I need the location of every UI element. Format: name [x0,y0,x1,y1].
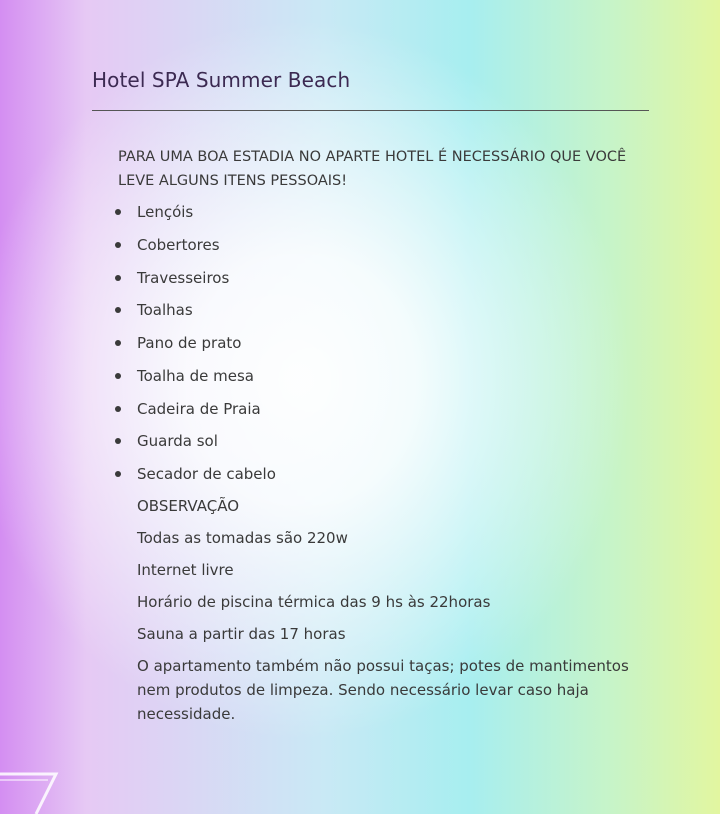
notes-section [137,494,657,726]
note-line: Internet livre [137,561,234,579]
list-item [112,428,276,461]
note-paragraph: O apartamento também não possui taças; potes de mantimentos nem produtos de limpeza. Sendo necessário levar caso haja necessidade. [137,657,629,723]
document-title: Hotel SPA Summer Beach [92,68,351,92]
bullet-icon [115,275,121,281]
note-line: Sauna a partir das 17 horas [137,625,346,643]
bullet-icon [115,471,121,477]
list-item-label: Travesseiros [137,268,230,287]
note-line: Horário de piscina térmica das 9 hs às 22horas [137,593,491,611]
corner-decoration-icon [0,760,70,814]
list-item [112,330,276,363]
list-item-label: Pano de prato [137,334,242,352]
list-item-label: Cadeira de Praia [137,399,261,418]
list-item-label: Toalha de mesa [137,366,254,385]
list-item [112,199,276,232]
title-divider [92,110,649,111]
list-item [112,396,276,429]
items-list [112,199,276,494]
bullet-icon [115,209,121,215]
intro-text: PARA UMA BOA ESTADIA NO APARTE HOTEL É NECESSÁRIO QUE VOCÊ LEVE ALGUNS ITENS PESSOAIS! [118,149,627,189]
list-item [112,265,276,298]
bullet-icon [115,438,121,444]
list-item-label: Toalhas [137,301,193,320]
note-line: Todas as tomadas são 220w [137,529,348,547]
bullet-icon [115,373,121,379]
bullet-icon [115,340,121,346]
list-item [112,363,276,396]
list-item-label: Guarda sol [137,432,218,451]
list-item-label: Lençóis [137,203,194,221]
bullet-icon [115,307,121,313]
list-item-label: Cobertores [137,235,220,254]
list-item [112,297,276,330]
bullet-icon [115,406,121,412]
notes-heading: OBSERVAÇÃO [137,497,240,515]
list-item [112,232,276,265]
bullet-icon [115,242,121,248]
list-item-label: Secador de cabelo [137,465,276,483]
list-item [112,461,276,494]
